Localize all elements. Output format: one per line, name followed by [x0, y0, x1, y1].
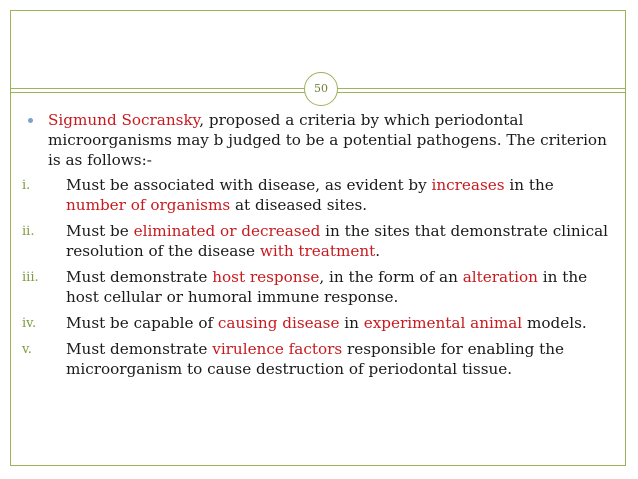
text-run: in the — [504, 176, 554, 194]
highlighted-phrase: experimental animal — [363, 314, 523, 332]
text-run: in — [339, 314, 364, 332]
intro-paragraph — [22, 110, 612, 170]
bullet-dot-icon — [28, 118, 33, 123]
criteria-item-number: i. — [22, 178, 31, 193]
highlighted-phrase: host response — [212, 268, 320, 286]
criteria-item — [22, 339, 612, 379]
text-run: in the sites that demonstrate clinical resolution of the disease — [66, 222, 608, 260]
criteria-item — [22, 313, 612, 333]
criteria-item-number: iv. — [22, 316, 37, 331]
highlighted-phrase: increases — [431, 176, 505, 194]
text-run: Must demonstrate — [66, 268, 213, 286]
criteria-item — [22, 175, 612, 215]
criteria-item — [22, 221, 612, 261]
highlighted-phrase: alteration — [462, 268, 538, 286]
intro-text: , proposed a criteria by which periodontal microorganisms may b judged to be a potential pathogens. The criterion is as follows:- — [48, 111, 607, 169]
text-run: in the host cellular or humoral immune response. — [66, 268, 588, 306]
highlighted-phrase: eliminated or decreased — [133, 222, 321, 240]
text-run: , in the form of an — [319, 268, 463, 286]
criteria-item-number: v. — [22, 342, 32, 357]
highlighted-phrase: with treatment — [259, 242, 376, 260]
highlighted-phrase: causing disease — [217, 314, 340, 332]
criteria-list — [22, 175, 612, 379]
text-run: responsible for enabling the microorganism to cause destruction of periodontal tissue. — [66, 340, 565, 378]
highlighted-phrase: virulence factors — [212, 340, 343, 358]
slide-content — [22, 110, 612, 385]
page-number-badge: 50 — [304, 72, 338, 106]
criteria-item-text — [66, 268, 587, 306]
criteria-item-text — [66, 314, 587, 332]
text-run: models. — [522, 314, 587, 332]
criteria-item-number: iii. — [22, 270, 39, 285]
highlighted-phrase: number of organisms — [66, 196, 231, 214]
text-run: Must be associated with disease, as evident by — [66, 176, 432, 194]
text-run: Must demonstrate — [66, 340, 213, 358]
criteria-item-text — [66, 222, 608, 260]
text-run: at diseased sites. — [230, 196, 368, 214]
text-run: Must be — [66, 222, 134, 240]
text-run: Must be capable of — [66, 314, 218, 332]
criteria-item-text — [66, 176, 554, 214]
text-run: . — [375, 242, 381, 260]
criteria-item-number: ii. — [22, 224, 35, 239]
criteria-item — [22, 267, 612, 307]
criteria-item-text — [66, 340, 564, 378]
intro-name: Sigmund Socransky — [48, 111, 200, 129]
